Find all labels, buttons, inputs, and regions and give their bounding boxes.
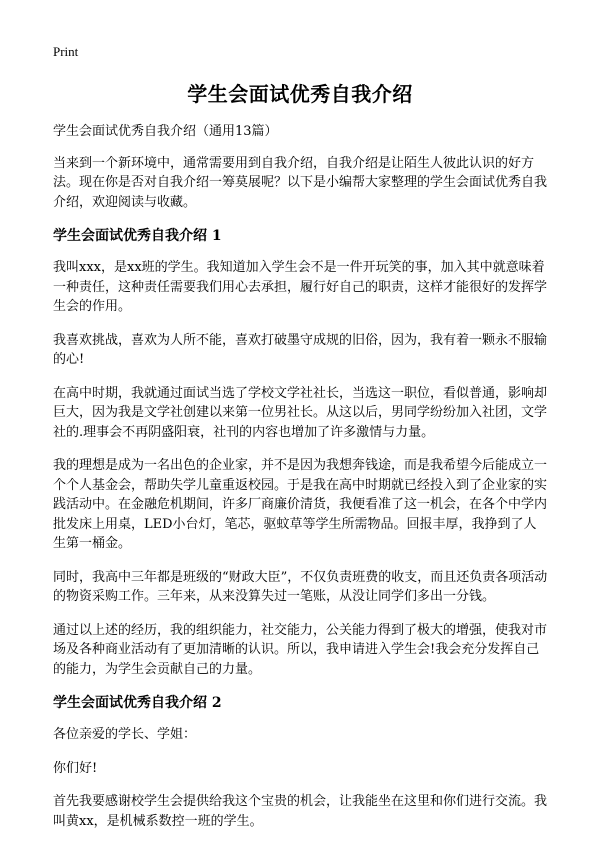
body-paragraph: 通过以上述的经历，我的组织能力，社交能力，公关能力得到了极大的增强，使我对市场及各种商业活动有了更加清晰的认识。所以，我申请进入学生会!我会充分发挥自己的能力，为学生会贡献自己的力量。 bbox=[53, 622, 548, 677]
section-heading: 学生会面试优秀自我介绍 1 bbox=[53, 228, 222, 244]
body-paragraph: 同时，我高中三年都是班级的“财政大臣”，不仅负责班费的收支，而且还负责各项活动的物资采购工作。三年来，从来没算失过一笔账，从没让同学们多出一分钱。 bbox=[53, 569, 548, 604]
article-body bbox=[53, 122, 549, 845]
section-heading: 学生会面试优秀自我介绍 2 bbox=[53, 695, 222, 711]
article-subtitle: 学生会面试优秀自我介绍（通用13篇） bbox=[53, 124, 278, 139]
body-paragraph: 在高中时期，我就通过面试当选了学校文学社社长，当选这一职位，看似普通，影响却巨大，因为我是文学社创建以来第一位男社长。从这以后，男同学纷纷加入社团，文学社的.理事会不再阴盛阳衰，社刊的内容也增加了许多激情与力量。 bbox=[53, 385, 548, 440]
body-paragraph: 首先我要感谢校学生会提供给我这个宝贵的机会，让我能坐在这里和你们进行交流。我叫黄xx，是机械系数控一班的学生。 bbox=[53, 794, 548, 829]
print-label: Print bbox=[53, 44, 79, 59]
intro-paragraph: 当来到一个新环境中，通常需要用到自我介绍，自我介绍是让陌生人彼此认识的好方法。现在你是否对自我介绍一筹莫展呢？以下是小编帮大家整理的学生会面试优秀自我介绍，欢迎阅读与收藏。 bbox=[53, 155, 548, 210]
body-paragraph: 我喜欢挑战，喜欢为人所不能，喜欢打破墨守成规的旧俗，因为，我有着一颗永不服输的心! bbox=[53, 332, 548, 367]
body-paragraph: 我的理想是成为一名出色的企业家，并不是因为我想奔钱途，而是我希望今后能成立一个个人基金会，帮助失学儿童重返校园。于是我在高中时期就已经投入到了企业家的实践活动中。在金融危机期间，许多厂商廉价清货，我便看准了这一机会，在各个中学内批发床上用桌，LED小台灯，笔芯，驱蚊草等学生所需物品。回报丰厚，我挣到了人生第一桶金。 bbox=[53, 458, 548, 551]
body-paragraph: 我叫xxx，是xx班的学生。我知道加入学生会不是一件开玩笑的事，加入其中就意味着一种责任，这种责任需要我们用心去承担，履行好自己的职责，这样才能很好的发挥学生会的作用。 bbox=[53, 260, 548, 314]
greeting-line: 你们好! bbox=[53, 760, 98, 776]
page-title: 学生会面试优秀自我介绍 bbox=[187, 82, 413, 106]
greeting-line: 各位亲爱的学长、学姐： bbox=[53, 727, 197, 742]
